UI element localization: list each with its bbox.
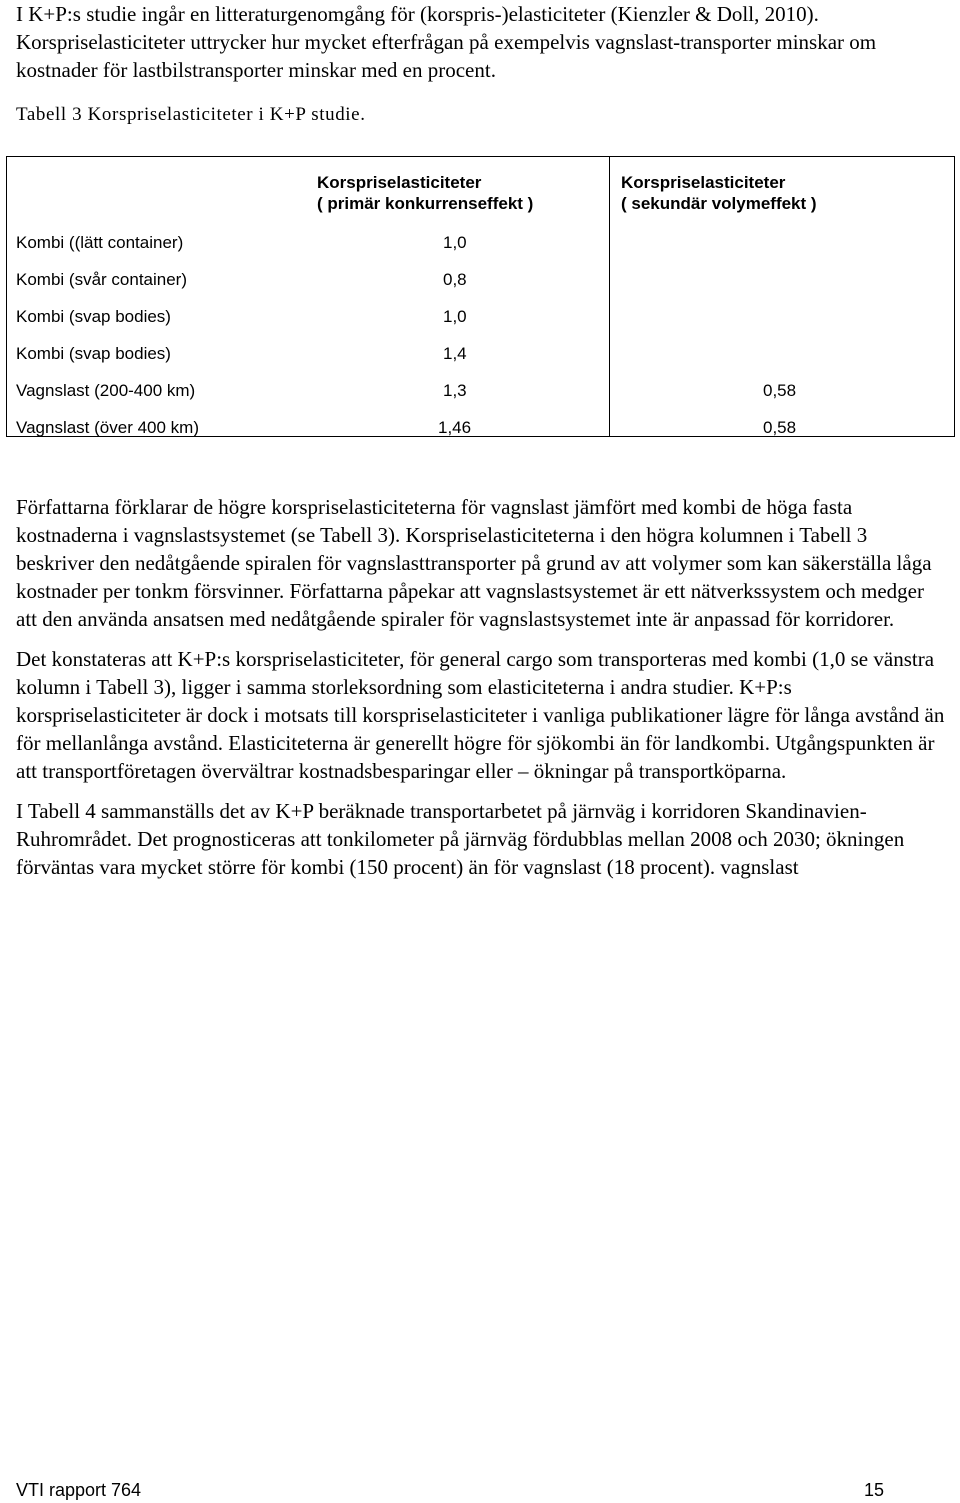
body-paragraph: I Tabell 4 sammanställs det av K+P beräknade transportarbetet på järnväg i korridoren Skandinavien- Ruhrområdet. Det prognosticeras att tonkilometer på järnväg fördubblas mellan 2008 och 2030; ökningen förväntas vara mycket större för kombi (150 procent) än för vagnslast (18 procent). vagnslast <box>16 799 905 879</box>
intro-paragraph: I K+P:s studie ingår en litteraturgenomgång för (korspris-)elasticiteter (Kienzler & Doll, 2010). Korspriselasticiteter uttrycker hur mycket efterfrågan på exempelvis vagnslast-transporter minskar om kostnader för lastbilstransporter minskar med en procent. <box>16 2 877 82</box>
column-divider <box>609 157 610 436</box>
secondary-header-line1: Korspriselasticiteter <box>621 173 786 192</box>
body-paragraph: Det konstateras att K+P:s korspriselasticiteter, för general cargo som transporteras med kombi (1,0 se vänstra kolumn i Tabell 3), ligger i samma storleksordning som elasticiteterna i andra studier. K+P:s korspriselasticiteter är dock i motsats till korspriselasticiteter i vanliga publikationer lägre för långa avstånd än för mellanlånga avstånd. Elasticiteterna är generellt högre för sjökombi än för landkombi. Utgångspunkten är att transportföretagen övervältrar kostnadsbesparingar eller – ökningar på transportköparna. <box>16 647 945 783</box>
row-primary-value: 1,0 <box>443 307 467 326</box>
row-label: Kombi ((lätt container) <box>16 233 184 252</box>
row-primary-value: 1,46 <box>438 418 472 437</box>
row-label: Kombi (svår container) <box>16 270 188 289</box>
row-label: Kombi (svap bodies) <box>16 307 171 326</box>
row-label: Vagnslast (över 400 km) <box>16 418 199 437</box>
row-secondary-value: 0,58 <box>763 418 797 437</box>
primary-header-line2: ( primär konkurrenseffekt ) <box>317 194 534 213</box>
row-primary-value: 1,4 <box>443 344 467 363</box>
table-caption: Tabell 3 Korspriselasticiteter i K+P studie. <box>16 104 366 125</box>
row-label: Kombi (svap bodies) <box>16 344 171 363</box>
row-primary-value: 1,0 <box>443 233 467 252</box>
footer-page-number: 15 <box>864 1480 885 1500</box>
row-label: Vagnslast (200-400 km) <box>16 381 196 400</box>
row-secondary-value: 0,58 <box>763 381 797 400</box>
primary-header-line1: Korspriselasticiteter <box>317 173 482 192</box>
footer-report-name: VTI rapport 764 <box>16 1480 142 1500</box>
row-primary-value: 0,8 <box>443 270 467 289</box>
body-text <box>16 493 946 893</box>
secondary-header-line2: ( sekundär volymeffekt ) <box>621 194 817 213</box>
body-paragraph: Författarna förklarar de högre korspriselasticiteterna för vagnslast jämfört med kombi de höga fasta kostnaderna i vagnslastsystemet (se Tabell 3). Korspriselasticiteterna i den högra kolumnen i Tabell 3 beskriver den nedåtgående spiralen för vagnslasttransporter på grund av att volymer som kan säkerställa låga kostnader per tonkm försvinner. Författarna påpekar att vagnslastsystemet är ett nätverkssystem och medger att den använda ansatsen med nedåtgående spiraler för vagnslastsystemet inte är anpassad för korridorer. <box>16 495 932 631</box>
elasticity-table <box>6 156 955 437</box>
row-primary-value: 1,3 <box>443 381 467 400</box>
